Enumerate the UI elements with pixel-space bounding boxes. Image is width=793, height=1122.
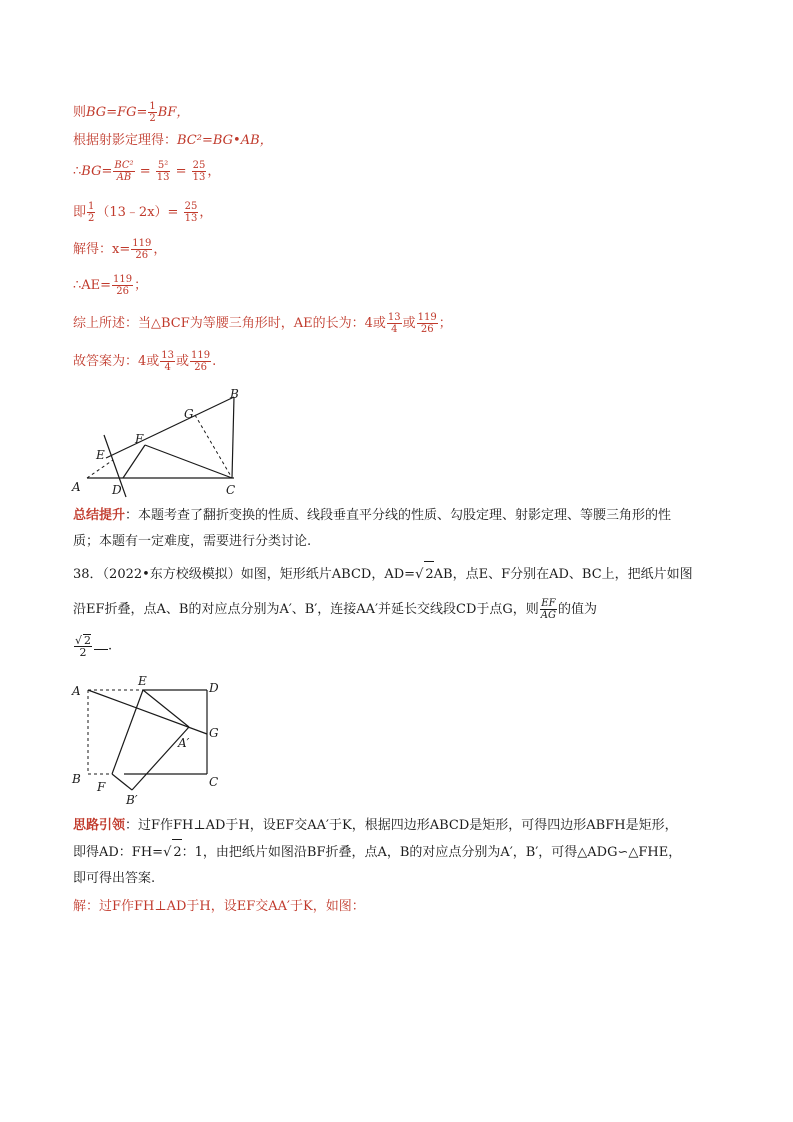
line-eb [106, 397, 234, 458]
fraction: $\frac{1}{2}$ [149, 101, 156, 124]
label-e: E [138, 674, 147, 688]
solution-line-2: 根据射影定理得：BC²=BG•AB， [73, 133, 273, 148]
dashed-gc [195, 415, 232, 478]
label-c: C [226, 483, 236, 497]
geometry-figure-1 [60, 385, 260, 500]
label-c: C [209, 775, 219, 789]
answer-line: 故答案为：4或 $\frac{13}{4}$ 或 $\frac{119}{26}$ . [73, 350, 217, 373]
problem-38: 38．（2022•东方校级模拟）如图，矩形纸片ABCD，AD=√ 2AB，点E、F分别在AD、BC上，把纸片如图 [73, 561, 723, 588]
label-d: D [209, 681, 219, 695]
solution-line-3: ∴BG= $\frac{\text{BC²}}{AB}$ = $\frac{\text{5²}}{13}$ = $\frac{25}{13}$ ， [73, 160, 221, 183]
label-f: F [97, 780, 106, 794]
solution-line-7: 综上所述：当△BCF为等腰三角形时，AE的长为：4或 $\frac{13}{4}$ 或 $\frac{119}{26}$ ； [73, 312, 452, 335]
dashed-ae [87, 460, 113, 478]
label-a: A [72, 684, 81, 698]
line-fc [145, 445, 232, 478]
line-bc [232, 397, 234, 478]
label-b: B [72, 772, 81, 786]
summary-label: 总结提升 [73, 508, 126, 523]
label-g: G [184, 407, 194, 421]
label-b-prime: B′ [126, 793, 138, 807]
solution-line-4: 即 $\frac{1}{2}$ （13﹣2x）= $\frac{25}{13}$ ， [73, 201, 213, 224]
problem-38-line-2: 沿EF折叠，点A、B的对应点分别为A′、B′，连接AA′并延长交线段CD于点G，则 $\frac{EF}{AG}$ 的值为 [73, 598, 598, 621]
problem-38-answer: $\frac{√ 2}{2}$ . [75, 634, 113, 659]
solution-line-5: 解得：x= $\frac{119}{26}$ ， [73, 238, 167, 261]
solution-line-6: ∴AE= $\frac{119}{26}$ ； [73, 274, 148, 297]
label-d: D [112, 483, 122, 497]
solution-intro: 解：过F作FH⊥AD于H，设EF交AA′于K，如图： [73, 899, 365, 914]
solution-line-1: 则BG=FG= $\frac{1}{2}$ BF， [73, 101, 190, 124]
geometry-figure-2 [66, 672, 231, 812]
line-ea-prime [143, 690, 189, 727]
label-g: G [209, 726, 219, 740]
line-df [123, 445, 145, 478]
label-b: B [230, 387, 239, 401]
hint-paragraph: 思路引领：过F作FH⊥AD于H，设EF交AA′于K，根据四边形ABCD是矩形，可得四边形ABFH是矩形， 即得AD：FH=√ 2：1，由把纸片如图沿BF折叠，点A，B的对应点分别为A′，B′，可得△ADG∽△FHE， 即可得出答案. [73, 818, 682, 886]
summary-paragraph: 总结提升：本题考查了翻折变换的性质、线段垂直平分线的性质、勾股定理、射影定理、等腰三角形的性 质；本题有一定难度，需要进行分类讨论. [73, 508, 672, 549]
label-e: E [96, 448, 105, 462]
line-fb-prime [112, 774, 132, 790]
label-a: A [72, 480, 81, 494]
label-f: F [135, 432, 144, 446]
label-a-prime: A′ [178, 736, 190, 750]
hint-label: 思路引领 [73, 818, 126, 833]
fold-line-ef [112, 690, 143, 774]
